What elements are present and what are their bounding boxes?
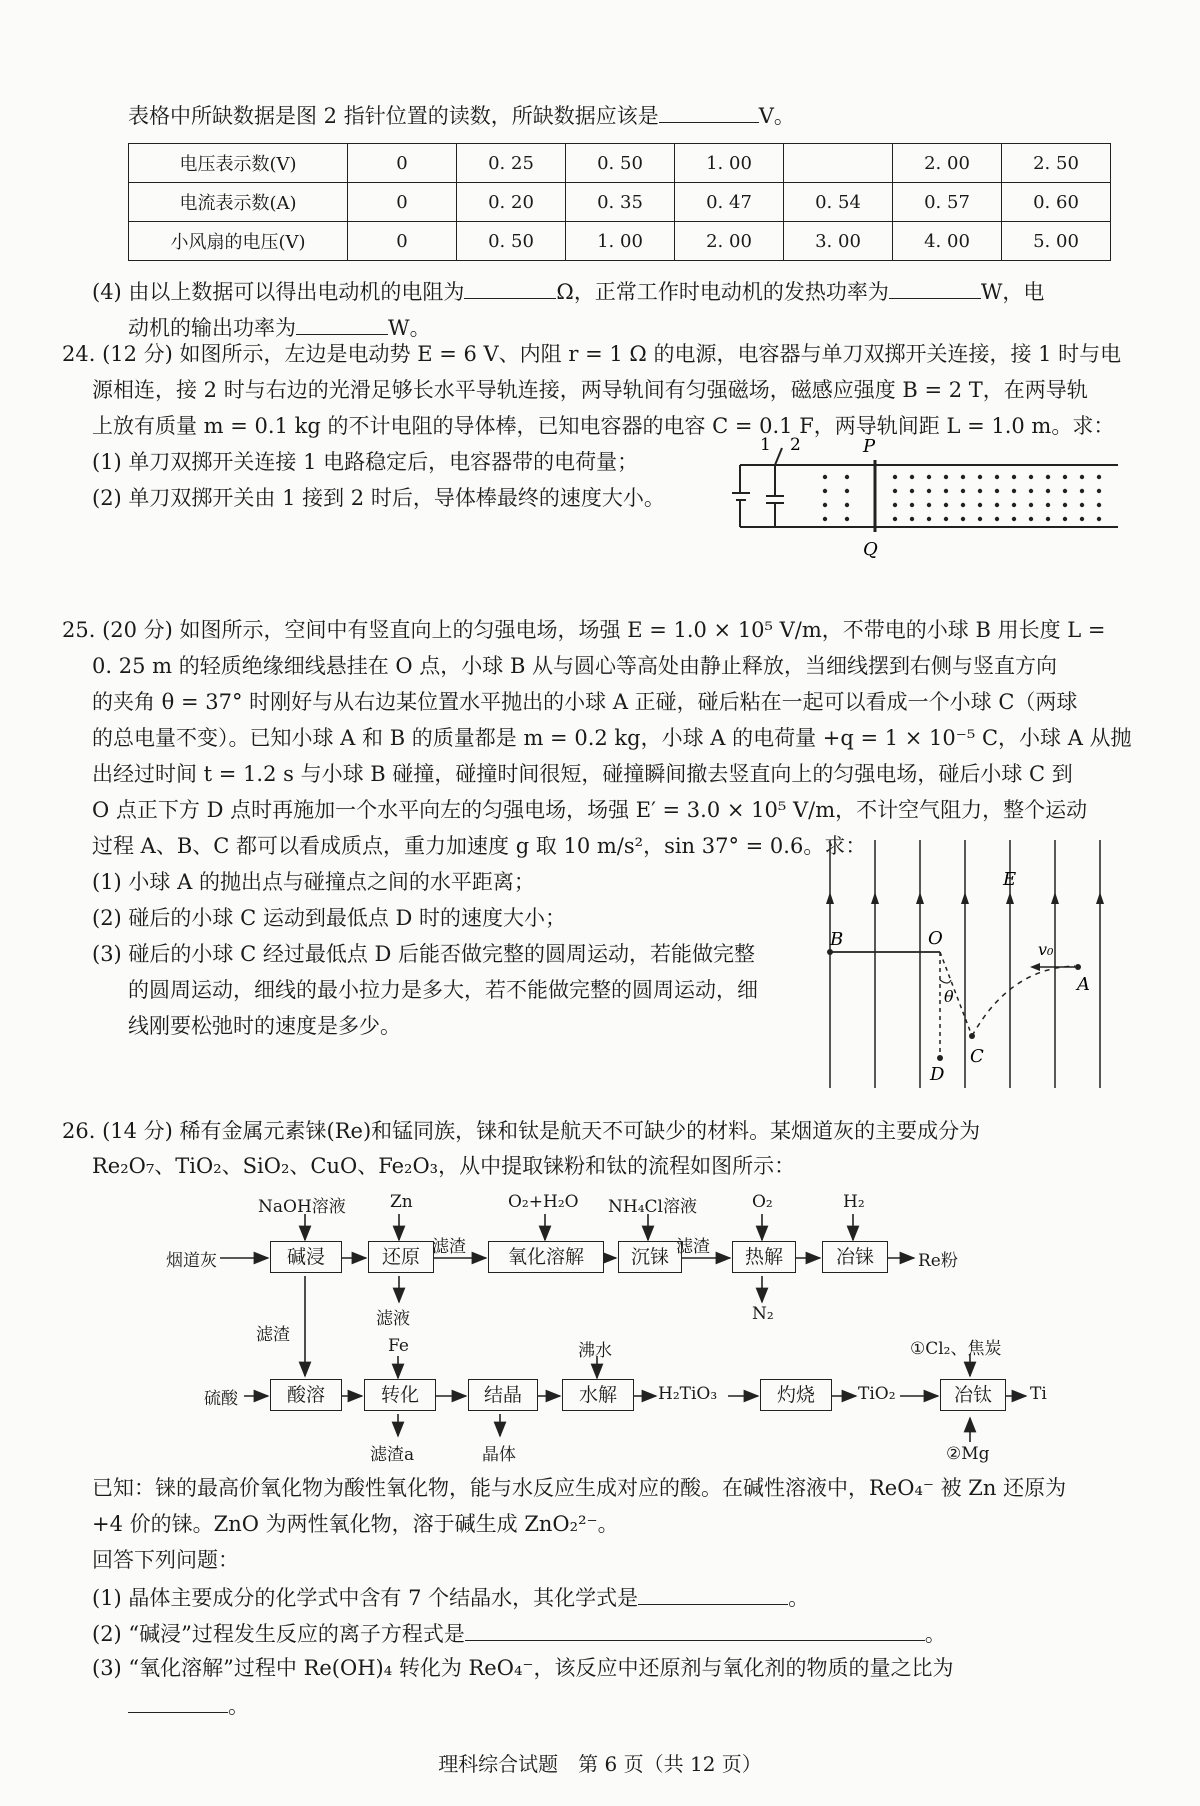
- label-d: D: [930, 1064, 945, 1085]
- period: 。: [788, 1586, 810, 1610]
- label-q: Q: [863, 539, 878, 560]
- q25-sub3: (3) 碰后的小球 C 经过最低点 D 后能否做完整的圆周运动，若能做完整: [92, 942, 756, 966]
- period: 。: [228, 1694, 249, 1718]
- table-cell: 0. 47: [675, 183, 784, 222]
- q24-line: 源相连，接 2 时与右边的光滑足够长水平导轨连接，两导轨间有匀强磁场，磁感应强度 B = 2 T，在两导轨: [92, 378, 1088, 402]
- q26-prompt: 回答下列问题：: [92, 1548, 239, 1572]
- label-b: B: [830, 929, 844, 950]
- step-smelt-re: 冶铼: [822, 1241, 888, 1273]
- reagent-o2: O₂: [752, 1192, 773, 1212]
- reagent-mg: ②Mg: [946, 1444, 990, 1464]
- q24-sub1: (1) 单刀双掷开关连接 1 电路稳定后，电容器带的电荷量；: [92, 450, 639, 474]
- table-cell: 2. 00: [893, 144, 1002, 183]
- answer-blank[interactable]: [128, 1690, 228, 1713]
- flow-start: 烟道灰: [166, 1251, 217, 1271]
- label-v0: v₀: [1038, 940, 1054, 959]
- step-hydrolysis: 水解: [562, 1379, 634, 1411]
- table-cell: 0. 60: [1002, 183, 1111, 222]
- q25-line: 出经过时间 t = 1.2 s 与小球 B 碰撞，碰撞时间很短，碰撞瞬间撤去竖直向上的匀强电场，碰后小球 C 到: [92, 762, 1073, 786]
- label-c: C: [970, 1046, 984, 1067]
- q23-4-text-d: 动机的输出功率为: [128, 316, 296, 340]
- reagent-h2: H₂: [843, 1192, 865, 1212]
- table-cell: 4. 00: [893, 222, 1002, 261]
- label-a: A: [1077, 974, 1090, 995]
- filter-label-2: 滤渣: [676, 1237, 710, 1257]
- q25-line: O 点正下方 D 点时再施加一个水平向左的匀强电场，场强 E′ = 3.0 × 10⁵ V/m，不计空气阻力，整个运动: [92, 798, 1088, 822]
- filtrate-label: 滤液: [376, 1309, 410, 1329]
- flow-end-ti: Ti: [1030, 1384, 1047, 1404]
- step-acid-dissolve: 酸溶: [270, 1379, 342, 1411]
- reagent-naoh: NaOH溶液: [258, 1197, 346, 1217]
- product-tio2: TiO₂: [858, 1384, 896, 1404]
- residue-label: 滤渣: [256, 1325, 290, 1345]
- label-p: P: [863, 436, 876, 457]
- reagent-boiling-water: 沸水: [578, 1341, 612, 1361]
- q25-line: 的夹角 θ = 37° 时刚好与从右边某位置水平抛出的小球 A 正碰，碰后粘在一起可以看成一个小球 C（两球: [92, 690, 1078, 714]
- table-cell: 0. 57: [893, 183, 1002, 222]
- q25-sub1: (1) 小球 A 的抛出点与碰撞点之间的水平距离；: [92, 870, 535, 894]
- q25-sub2: (2) 碰后的小球 C 运动到最低点 D 时的速度大小；: [92, 906, 567, 930]
- q23-4-text-e: W。: [388, 316, 431, 340]
- step-smelt-ti: 冶钛: [940, 1379, 1006, 1411]
- reagent-zn: Zn: [390, 1192, 413, 1212]
- table-cell: 0. 54: [784, 183, 893, 222]
- step-oxidize-dissolve: 氧化溶解: [488, 1241, 604, 1273]
- answer-blank[interactable]: [638, 1582, 788, 1605]
- q24-sub2: (2) 单刀双掷开关由 1 接到 2 时后，导体棒最终的速度大小。: [92, 486, 665, 510]
- step-crystallize: 结晶: [468, 1379, 538, 1411]
- q26-line: 26. (14 分) 稀有金属元素铼(Re)和锰同族，铼和钛是航天不可缺少的材料。某烟道灰的主要成分为: [62, 1119, 981, 1143]
- row-label: 电流表示数(A): [129, 183, 348, 222]
- table-cell: 0. 35: [566, 183, 675, 222]
- q26-sub3-cont: [128, 1690, 249, 1720]
- q25-line: 过程 A、B、C 都可以看成质点，重力加速度 g 取 10 m/s²，sin 37° = 0.6。求：: [92, 834, 867, 858]
- table-cell: 0: [348, 222, 457, 261]
- q25-line: 0. 25 m 的轻质绝缘细线悬挂在 O 点，小球 B 从与圆心等高处由静止释放，当细线摆到右侧与竖直方向: [92, 654, 1058, 678]
- q26-sub2-text: (2) “碱浸”过程发生反应的离子方程式是: [92, 1622, 465, 1646]
- q24-line: 上放有质量 m = 0.1 kg 的不计电阻的导体棒，已知电容器的电容 C = 0.1 F，两导轨间距 L = 1.0 m。求：: [92, 414, 1115, 438]
- label-e: E: [1003, 869, 1017, 890]
- table-cell: 3. 00: [784, 222, 893, 261]
- q25-line: 的总电量不变）。已知小球 A 和 B 的质量都是 m = 0.2 kg，小球 A 的电荷量 +q = 1 × 10⁻⁵ C，小球 A 从抛: [92, 726, 1132, 750]
- table-cell: 1. 00: [566, 222, 675, 261]
- reagent-fe: Fe: [388, 1336, 409, 1356]
- step-calcine: 灼烧: [760, 1379, 832, 1411]
- label-theta: θ: [944, 987, 954, 1006]
- q26-sub3: (3) “氧化溶解”过程中 Re(OH)₄ 转化为 ReO₄⁻，该反应中还原剂与氧化剂的物质的量之比为: [92, 1656, 954, 1680]
- answer-blank[interactable]: [465, 1618, 925, 1641]
- table-intro-unit: V。: [758, 104, 795, 128]
- reagent-nh4cl: NH₄Cl溶液: [608, 1197, 697, 1217]
- label-o: O: [928, 928, 943, 949]
- step-convert: 转化: [364, 1379, 436, 1411]
- table-cell: 0. 20: [457, 183, 566, 222]
- q26-sub1-text: (1) 晶体主要成分的化学式中含有 7 个结晶水，其化学式是: [92, 1586, 639, 1610]
- reagent-cl2-coke: ①Cl₂、焦炭: [910, 1339, 1002, 1359]
- table-cell: 0: [348, 144, 457, 183]
- q26-line: Re₂O₇、TiO₂、SiO₂、CuO、Fe₂O₃，从中提取铼粉和钛的流程如图所示：: [92, 1154, 796, 1178]
- label-2: 2: [790, 435, 801, 455]
- residue-a-label: 滤渣a: [370, 1445, 415, 1465]
- q23-4-text-a: (4) 由以上数据可以得出电动机的电阻为: [92, 280, 465, 304]
- label-1: 1: [760, 435, 771, 455]
- table-cell: 0. 25: [457, 144, 566, 183]
- page-footer: 理科综合试题 第 6 页（共 12 页）: [438, 1752, 762, 1776]
- flow-end-re: Re粉: [918, 1251, 958, 1271]
- q23-4-text-c: W，电: [980, 280, 1045, 304]
- q26-known: 已知：铼的最高价氧化物为酸性氧化物，能与水反应生成对应的酸。在碱性溶液中，ReO₄⁻ 被 Zn 还原为: [92, 1476, 1067, 1500]
- q26-sub2: [92, 1618, 946, 1648]
- table-cell: 0. 50: [566, 144, 675, 183]
- product-h2tio3: H₂TiO₃: [658, 1384, 718, 1404]
- step-pyrolysis: 热解: [732, 1241, 796, 1273]
- q25-line: 25. (20 分) 如图所示，空间中有竖直向上的匀强电场，场强 E = 1.0 × 10⁵ V/m，不带电的小球 B 用长度 L =: [62, 618, 1106, 642]
- step-precipitate-re: 沉铼: [618, 1241, 682, 1273]
- row-label: 小风扇的电压(V): [129, 222, 348, 261]
- reagent-o2-h2o: O₂+H₂O: [508, 1192, 579, 1212]
- q23-4-text-b: Ω，正常工作时电动机的发热功率为: [556, 280, 889, 304]
- row-label: 电压表示数(V): [129, 144, 348, 183]
- table-cell: 2. 00: [675, 222, 784, 261]
- step-alkali-leach: 碱浸: [270, 1241, 342, 1273]
- table-cell: 0: [348, 183, 457, 222]
- filter-label-1: 滤渣: [432, 1237, 466, 1257]
- q25-sub3-cont: 的圆周运动，细线的最小拉力是多大，若不能做完整的圆周运动，细: [128, 978, 758, 1002]
- q25-sub3-cont: 线刚要松弛时的速度是多少。: [128, 1014, 401, 1038]
- table-cell: 1. 00: [675, 144, 784, 183]
- table-cell: 5. 00: [1002, 222, 1111, 261]
- q26-sub1: [92, 1582, 809, 1612]
- q26-known: +4 价的铼。ZnO 为两性氧化物，溶于碱生成 ZnO₂²⁻。: [92, 1512, 619, 1536]
- crystal-label: 晶体: [482, 1445, 516, 1465]
- step-reduce: 还原: [368, 1241, 434, 1273]
- table-cell: 0. 50: [457, 222, 566, 261]
- table-intro-text: 表格中所缺数据是图 2 指针位置的读数，所缺数据应该是: [128, 104, 659, 128]
- reagent-sulfuric: 硫酸: [204, 1389, 238, 1409]
- table-cell: 2. 50: [1002, 144, 1111, 183]
- q24-line: 24. (12 分) 如图所示，左边是电动势 E = 6 V、内阻 r = 1 Ω 的电源，电容器与单刀双掷开关连接，接 1 时与电: [62, 342, 1122, 366]
- n2-label: N₂: [752, 1304, 774, 1324]
- period: 。: [924, 1622, 946, 1646]
